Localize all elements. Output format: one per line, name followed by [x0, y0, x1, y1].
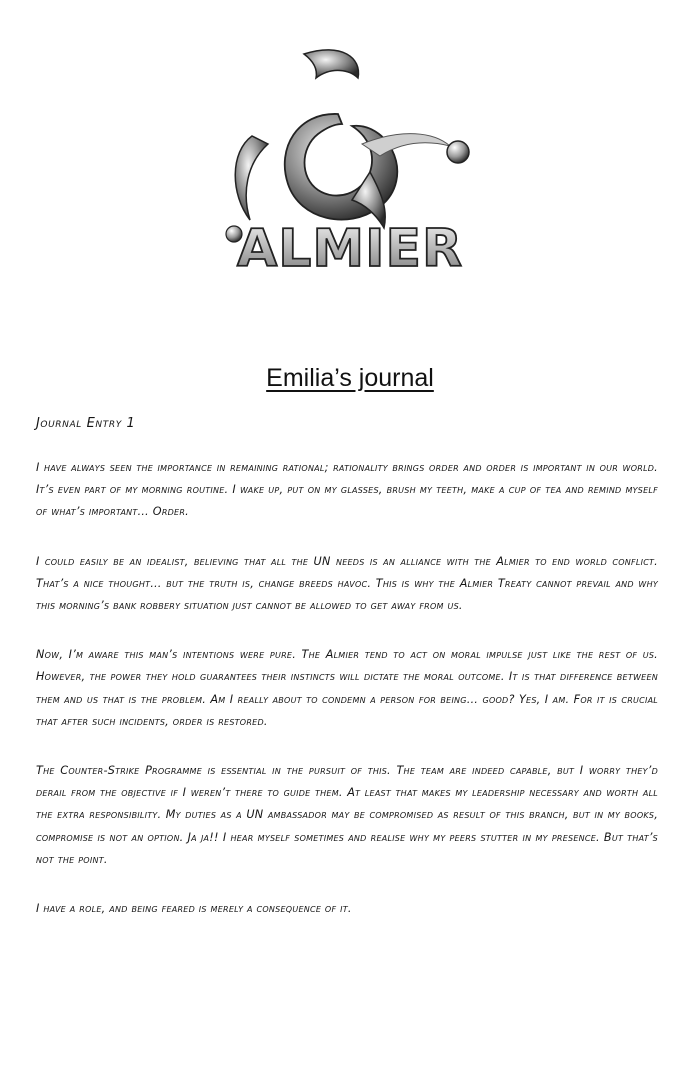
journal-paragraph: The Counter-Strike Programme is essential in the pursuit of this. The team are indeed capable, but I worry they’d derail from the objective if I weren’t there to guide them. At least that makes my leadership necessary and worth all the extra responsibility. My duties as a UN ambassador may be compromised as result of this branch, but in my books, compromise is not an option. Ja ja!! I hear myself sometimes and realise why my peers stutter in my presence. But that’s not the point. — [36, 764, 658, 866]
journal-paragraph: Now, I’m aware this man’s intentions were pure. The Almier tend to act on moral impulse just like the rest of us. However, the power they hold guarantees their instincts will dictate the moral outcome. It is that difference between them and us that is the problem. Am I really about to condemn a person for being… good? Yes, I am. For it is crucial that after such incidents, order is restored. — [36, 648, 658, 728]
logo-wordmark: ALMIER — [236, 219, 464, 279]
page-title: Emilia’s journal — [266, 364, 434, 392]
journal-paragraph: I have a role, and being feared is merely a consequence of it. — [36, 902, 352, 916]
almier-logo — [212, 44, 482, 294]
entry-heading: Journal Entry 1 — [36, 416, 136, 431]
journal-paragraph: I have always seen the importance in remaining rational; rationality brings order and order is important in our world. It’s even part of my morning routine. I wake up, put on my glasses, brush my teeth, make a cup of tea and remind myself of what’s important… Order. — [36, 461, 658, 519]
almier-swirl-logo-icon — [212, 44, 482, 294]
journal-body — [36, 416, 658, 947]
journal-paragraph: I could easily be an idealist, believing that all the UN needs is an alliance with the Almier to end world conflict. That’s a nice thought… but the truth is, change breeds havoc. This is why the Almier Treaty cannot prevail and why this morning’s bank robbery situation just cannot be allowed to get away from us. — [36, 554, 658, 613]
